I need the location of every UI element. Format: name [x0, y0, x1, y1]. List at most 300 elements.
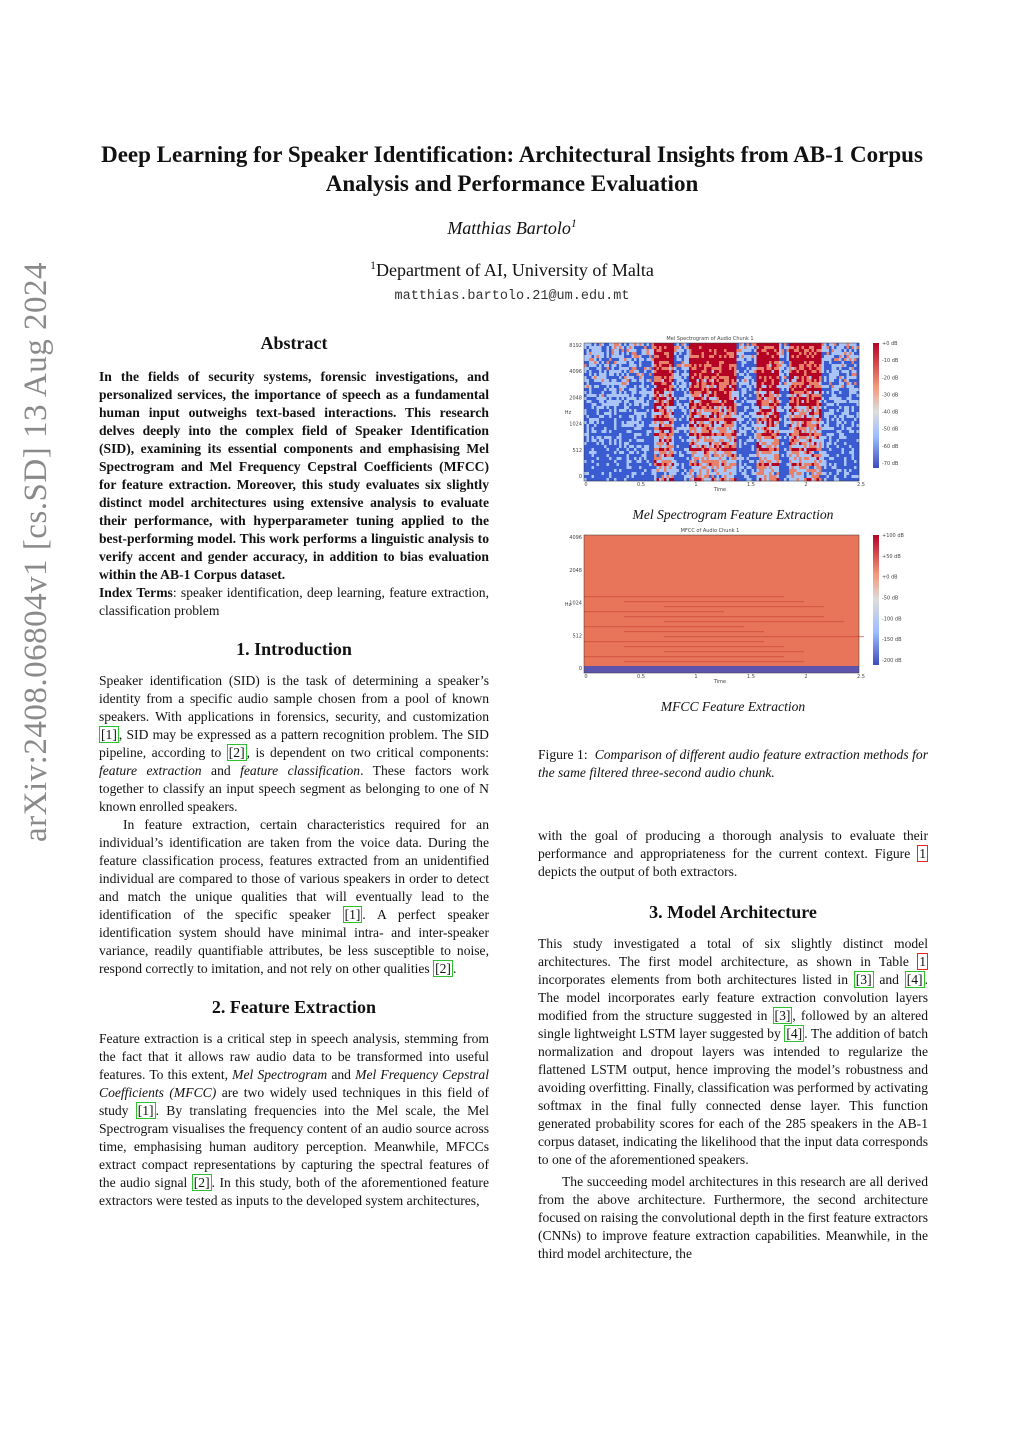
mel-cell: [714, 412, 717, 415]
mel-cell: [664, 439, 667, 442]
mel-cell: [784, 472, 787, 475]
email[interactable]: matthias.bartolo.21@um.edu.mt: [394, 289, 630, 304]
mel-cell: [649, 394, 652, 397]
mel-cell: [707, 424, 710, 427]
mel-cell: [819, 478, 822, 481]
mel-cell: [722, 439, 725, 442]
mel-cell: [824, 412, 827, 415]
mel-cell: [594, 463, 597, 466]
mel-cell: [737, 385, 740, 388]
mel-cell: [817, 355, 820, 358]
mel-cell: [837, 412, 840, 415]
mel-cell: [824, 475, 827, 478]
mel-cell: [664, 418, 667, 421]
mel-cell: [634, 439, 637, 442]
mel-cell: [734, 403, 737, 406]
emphasis: Mel Spectrogram: [232, 1067, 328, 1082]
mel-cell: [697, 361, 700, 364]
mel-cell: [639, 403, 642, 406]
mel-cell: [842, 415, 845, 418]
mel-cell: [662, 382, 665, 385]
mel-cell: [847, 352, 850, 355]
mel-cell: [654, 424, 657, 427]
citation-link[interactable]: [1]: [101, 727, 117, 742]
mel-cell: [807, 409, 810, 412]
mel-cell: [659, 355, 662, 358]
mel-cell: [802, 448, 805, 451]
mel-cell: [787, 367, 790, 370]
mel-cell: [802, 400, 805, 403]
mel-cell: [609, 469, 612, 472]
mel-cell: [707, 454, 710, 457]
mel-cell: [727, 475, 730, 478]
mel-cell: [599, 424, 602, 427]
mel-cell: [597, 382, 600, 385]
mel-cell: [682, 466, 685, 469]
mel-cell: [682, 406, 685, 409]
mel-cell: [599, 415, 602, 418]
mel-cell: [797, 403, 800, 406]
mel-cell: [804, 379, 807, 382]
mel-cell: [682, 403, 685, 406]
citation-link[interactable]: [2]: [228, 745, 245, 760]
mel-cell: [722, 391, 725, 394]
mel-cell: [752, 370, 755, 373]
mel-cell: [637, 478, 640, 481]
mel-cell: [817, 397, 820, 400]
mel-cell: [804, 436, 807, 439]
mel-cell: [809, 439, 812, 442]
mel-cell: [737, 376, 740, 379]
mel-cell: [644, 433, 647, 436]
mel-cell: [647, 478, 650, 481]
mel-cell: [594, 451, 597, 454]
mel-cell: [809, 391, 812, 394]
mel-cell: [769, 475, 772, 478]
mel-cell: [654, 343, 657, 346]
mel-cell: [784, 382, 787, 385]
mel-cell: [627, 436, 630, 439]
mel-cell: [674, 346, 677, 349]
mel-cell: [657, 478, 660, 481]
mel-cell: [824, 346, 827, 349]
mel-cell: [682, 469, 685, 472]
mel-cell: [597, 343, 600, 346]
mel-cell: [807, 451, 810, 454]
mel-cell: [819, 364, 822, 367]
mel-cell: [839, 394, 842, 397]
mel-cell: [584, 442, 587, 445]
mel-cell: [717, 397, 720, 400]
mel-cell: [749, 385, 752, 388]
mel-cell: [819, 469, 822, 472]
mel-cell: [619, 352, 622, 355]
mel-cell: [679, 379, 682, 382]
mel-cell: [794, 460, 797, 463]
mel-cell: [749, 400, 752, 403]
mel-cell: [764, 442, 767, 445]
mel-cell: [709, 385, 712, 388]
mel-cell: [772, 454, 775, 457]
mel-cell: [642, 358, 645, 361]
mel-cell: [777, 391, 780, 394]
mel-cell: [797, 346, 800, 349]
mel-cell: [617, 451, 620, 454]
mel-cell: [732, 427, 735, 430]
mel-cell: [727, 424, 730, 427]
mel-cell: [787, 427, 790, 430]
mel-cell: [762, 460, 765, 463]
mel-cell: [839, 409, 842, 412]
mel-cell: [762, 436, 765, 439]
mel-cell: [807, 478, 810, 481]
mel-cell: [619, 397, 622, 400]
mel-cell: [777, 367, 780, 370]
mel-cell: [839, 469, 842, 472]
mel-cell: [837, 403, 840, 406]
mel-cell: [637, 475, 640, 478]
mel-cell: [827, 445, 830, 448]
mel-cell: [827, 379, 830, 382]
mel-cell: [697, 364, 700, 367]
mel-cell: [707, 415, 710, 418]
mel-cell: [687, 409, 690, 412]
mel-cell: [717, 346, 720, 349]
mel-cell: [584, 433, 587, 436]
mel-cell: [632, 409, 635, 412]
mel-cell: [674, 409, 677, 412]
mel-cell: [604, 445, 607, 448]
mel-cell: [847, 457, 850, 460]
mel-cell: [802, 457, 805, 460]
mel-cell: [779, 454, 782, 457]
mel-cell: [757, 397, 760, 400]
mel-cell: [584, 448, 587, 451]
mel-cell: [639, 433, 642, 436]
mel-cell: [749, 355, 752, 358]
mel-cell: [732, 400, 735, 403]
mel-cell: [627, 418, 630, 421]
mel-cell: [592, 475, 595, 478]
mel-cell: [609, 364, 612, 367]
mel-cell: [652, 391, 655, 394]
mel-cell: [804, 424, 807, 427]
mel-cell: [642, 412, 645, 415]
mel-cell: [649, 439, 652, 442]
mel-cell: [627, 391, 630, 394]
mel-cell: [669, 460, 672, 463]
mel-cell: [634, 463, 637, 466]
mel-cell: [634, 355, 637, 358]
mel-cell: [652, 475, 655, 478]
mel-cell: [662, 472, 665, 475]
mel-cell: [779, 406, 782, 409]
mel-cell: [844, 361, 847, 364]
mel-cell: [794, 448, 797, 451]
mel-cell: [787, 373, 790, 376]
mel-cell: [839, 412, 842, 415]
mel-cell: [644, 406, 647, 409]
mel-cell: [757, 364, 760, 367]
mel-cell: [779, 349, 782, 352]
mel-cell: [722, 475, 725, 478]
mel-cell: [847, 436, 850, 439]
mel-cell: [784, 397, 787, 400]
mel-cell: [827, 343, 830, 346]
citation-link[interactable]: [1]: [137, 1103, 154, 1118]
mel-cell: [762, 358, 765, 361]
mel-cell: [802, 370, 805, 373]
mel-cell: [594, 460, 597, 463]
mel-cell: [617, 382, 620, 385]
mel-cell: [634, 376, 637, 379]
mel-cell: [812, 361, 815, 364]
mel-cell: [852, 373, 855, 376]
mel-cell: [714, 346, 717, 349]
mel-cell: [639, 424, 642, 427]
mel-cell: [749, 463, 752, 466]
mel-cell: [617, 358, 620, 361]
mel-cell: [774, 358, 777, 361]
mel-cell: [589, 427, 592, 430]
author-sup: 1: [570, 217, 577, 230]
mel-cell: [647, 391, 650, 394]
mel-cell: [632, 373, 635, 376]
mel-cell: [709, 427, 712, 430]
mel-cell: [772, 451, 775, 454]
mel-cell: [742, 403, 745, 406]
mel-cell: [597, 457, 600, 460]
mel-cell: [769, 421, 772, 424]
mel-cell: [732, 352, 735, 355]
mel-cell: [657, 358, 660, 361]
mel-cell: [639, 448, 642, 451]
mel-cell: [699, 445, 702, 448]
mel-cell: [632, 370, 635, 373]
mel-cell: [849, 403, 852, 406]
mel-cell: [754, 367, 757, 370]
mel-cell: [797, 364, 800, 367]
mel-cell: [827, 403, 830, 406]
mel-cell: [762, 421, 765, 424]
mel-cell: [642, 406, 645, 409]
mel-cell: [674, 391, 677, 394]
mel-cell: [584, 451, 587, 454]
mel-cell: [807, 418, 810, 421]
mel-cell: [802, 376, 805, 379]
mel-cell: [687, 400, 690, 403]
mel-cell: [674, 355, 677, 358]
mel-cell: [672, 460, 675, 463]
mel-cell: [827, 457, 830, 460]
mel-cell: [752, 346, 755, 349]
mel-cell: [724, 385, 727, 388]
mel-cell: [834, 478, 837, 481]
mel-cell: [724, 427, 727, 430]
mel-cell: [839, 382, 842, 385]
mel-cell: [702, 379, 705, 382]
mel-cell: [789, 433, 792, 436]
mel-cell: [737, 457, 740, 460]
mel-cell: [667, 454, 670, 457]
mel-cell: [747, 442, 750, 445]
mel-cell: [787, 379, 790, 382]
mel-cell: [819, 403, 822, 406]
mel-cell: [752, 352, 755, 355]
mel-cell: [607, 448, 610, 451]
mel-cell: [762, 397, 765, 400]
mel-cell: [759, 457, 762, 460]
mel-cell: [772, 436, 775, 439]
mel-cell: [702, 385, 705, 388]
mel-cell: [787, 421, 790, 424]
mel-cell: [842, 370, 845, 373]
mel-cell: [619, 430, 622, 433]
mel-cell: [819, 406, 822, 409]
mel-cell: [714, 472, 717, 475]
mel-cell: [659, 358, 662, 361]
mel-cell: [794, 469, 797, 472]
mel-cell: [822, 430, 825, 433]
mel-cell: [617, 472, 620, 475]
mel-cell: [789, 442, 792, 445]
mel-cell: [682, 343, 685, 346]
mel-cell: [842, 358, 845, 361]
mel-cell: [802, 382, 805, 385]
mel-cell: [729, 421, 732, 424]
mel-cell: [607, 466, 610, 469]
mel-cell: [744, 451, 747, 454]
mel-cell: [802, 451, 805, 454]
citation-link[interactable]: [1]: [344, 907, 361, 922]
mel-cell: [594, 454, 597, 457]
mel-cell: [742, 466, 745, 469]
mel-cell: [807, 427, 810, 430]
mel-cell: [677, 361, 680, 364]
mel-cell: [617, 415, 620, 418]
mel-cell: [687, 472, 690, 475]
mel-cell: [794, 421, 797, 424]
mel-cell: [622, 409, 625, 412]
mel-cell: [677, 469, 680, 472]
mel-cell: [699, 352, 702, 355]
mel-cell: [699, 430, 702, 433]
mel-cell: [814, 352, 817, 355]
mel-cell: [609, 397, 612, 400]
mel-cell: [679, 382, 682, 385]
mel-cell: [589, 478, 592, 481]
mel-cell: [834, 349, 837, 352]
mel-cell: [699, 460, 702, 463]
mel-cell: [847, 424, 850, 427]
mel-cell: [679, 403, 682, 406]
mel-cell: [802, 388, 805, 391]
mel-cell: [674, 466, 677, 469]
mel-cell: [779, 445, 782, 448]
mel-cell: [724, 400, 727, 403]
mel-cell: [664, 460, 667, 463]
mel-cell: [589, 418, 592, 421]
mel-cell: [832, 361, 835, 364]
mel-cell: [702, 358, 705, 361]
mel-cell: [654, 421, 657, 424]
mel-cell: [732, 346, 735, 349]
mel-cell: [712, 451, 715, 454]
mel-cell: [714, 442, 717, 445]
mel-cell: [649, 448, 652, 451]
mel-cell: [657, 457, 660, 460]
mel-cell: [607, 358, 610, 361]
mel-cell: [694, 409, 697, 412]
mel-cell: [589, 442, 592, 445]
mel-cell: [684, 412, 687, 415]
mel-cell: [672, 394, 675, 397]
mel-cell: [812, 406, 815, 409]
mel-cell: [829, 406, 832, 409]
mel-cell: [747, 430, 750, 433]
mel-cell: [792, 439, 795, 442]
mel-cell: [724, 442, 727, 445]
mel-cell: [774, 352, 777, 355]
mel-cell: [599, 409, 602, 412]
mel-cell: [779, 391, 782, 394]
mel-cell: [669, 463, 672, 466]
mel-cell: [814, 373, 817, 376]
mel-cell: [599, 376, 602, 379]
mel-cell: [774, 430, 777, 433]
mel-cell: [762, 445, 765, 448]
mel-cell: [792, 400, 795, 403]
mel-cell: [797, 409, 800, 412]
mel-cell: [584, 385, 587, 388]
mel-cell: [587, 454, 590, 457]
mel-cell: [849, 382, 852, 385]
mel-cell: [817, 442, 820, 445]
mel-cell: [674, 451, 677, 454]
text-run: , is dependent on two critical components:: [246, 745, 489, 760]
mel-cell: [667, 448, 670, 451]
mel-cell: [649, 466, 652, 469]
mel-cell: [709, 463, 712, 466]
mel-cell: [592, 382, 595, 385]
mel-cell: [617, 466, 620, 469]
mel-cell: [634, 358, 637, 361]
mel-cell: [592, 364, 595, 367]
citation-link[interactable]: [2]: [193, 1175, 210, 1190]
mel-cell: [584, 352, 587, 355]
mel-cell: [642, 463, 645, 466]
mel-cell: [782, 466, 785, 469]
citation-link[interactable]: [2]: [435, 961, 451, 976]
mel-cell: [729, 373, 732, 376]
mel-cell: [832, 460, 835, 463]
mel-cell: [789, 430, 792, 433]
mel-cell: [604, 379, 607, 382]
mel-cell: [717, 343, 720, 346]
mel-cell: [847, 376, 850, 379]
mel-cell: [707, 406, 710, 409]
mel-cell: [604, 352, 607, 355]
mel-cell: [612, 433, 615, 436]
mel-cell: [584, 478, 587, 481]
mel-cell: [749, 412, 752, 415]
mel-cell: [844, 367, 847, 370]
mel-cell: [717, 430, 720, 433]
mel-cell: [637, 376, 640, 379]
mel-cell: [682, 370, 685, 373]
mel-cell: [617, 364, 620, 367]
mel-cell: [702, 424, 705, 427]
